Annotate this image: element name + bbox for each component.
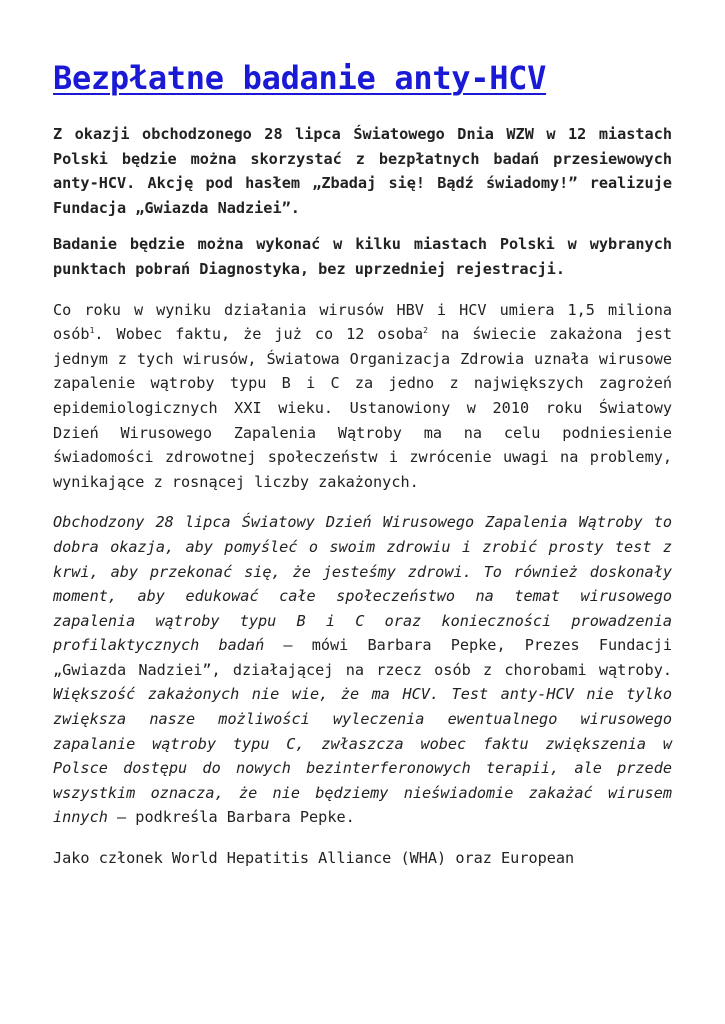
article-title [53,56,672,100]
article-title-link[interactable]: Bezpłatne badanie anty-HCV [53,59,547,97]
body-paragraph-2 [53,510,672,830]
body-paragraph-3: Jako członek World Hepatitis Alliance (WHA) oraz European [53,849,575,868]
body-paragraph-1-text-b: . Wobec faktu, że już co 12 osoba [94,325,424,344]
quote-2: Większość zakażonych nie wie, że ma HCV. Test anty-HCV nie tylko zwiększa nasze możliwości wyleczenia ewentualnego wirusowego zapalanie wątroby typu C, zwłaszcza wobec faktu zwiększenia w Polsce dostępu do nowych bezinterferonowych terapii, ale przede wszystkim oznacza, że nie będziemy nieświadomie zakażać wirusem innych [53,685,672,827]
intro-paragraph: Badanie będzie można wykonać w kilku miastach Polski w wybranych punktach pobrań Diagnostyka, bez uprzedniej rejestracji. [53,235,672,278]
lead-paragraph: Z okazji obchodzonego 28 lipca Światowego Dnia WZW w 12 miastach Polski będzie można skorzystać z bezpłatnych badań przesiewowych anty-HCV. Akcję pod hasłem „Zbadaj się! Bądź świadomy!” realizuje Fundacja „Gwiazda Nadziei”. [53,125,672,217]
body-paragraph-1 [53,298,672,495]
body-paragraph-1-text-c: na świecie zakażona jest jednym z tych wirusów, Światowa Organizacja Zdrowia uznała wirusowe zapalenie wątroby typu B i C za jedno z największych zagrożeń epidemiologicznych XXI wieku. Ustanowiony w 2010 roku Światowy Dzień Wirusowego Zapalenia Wątroby ma na celu podniesienie świadomości zdrowotnej społeczeństw i zwrócenie uwagi na problemy, wynikające z rosnącej liczby zakażonych. [53,325,673,491]
quote-1: Obchodzony 28 lipca Światowy Dzień Wirusowego Zapalenia Wątroby to dobra okazja, aby pomyśleć o swoim zdrowiu i zrobić prosty test z krwi, aby przekonać się, że jesteśmy zdrowi. To również doskonały moment, aby edukować całe społeczeństwo na temat wirusowego zapalenia wątroby typu B i C oraz konieczności prowadzenia profilaktycznych badań [53,513,672,655]
footnote-ref-1: 1 [89,326,95,336]
article [53,56,672,871]
body-paragraph-1-text-a: Co roku w wyniku działania wirusów HBV i HCV umiera 1,5 miliona osób [53,300,672,344]
attribution-1: – mówi Barbara Pepke, Prezes Fundacji „Gwiazda Nadziei”, działającej na rzecz osób z chorobami wątroby. [53,636,672,679]
attribution-2: – podkreśla Barbara Pepke. [107,808,355,827]
footnote-ref-2: 2 [423,326,428,336]
